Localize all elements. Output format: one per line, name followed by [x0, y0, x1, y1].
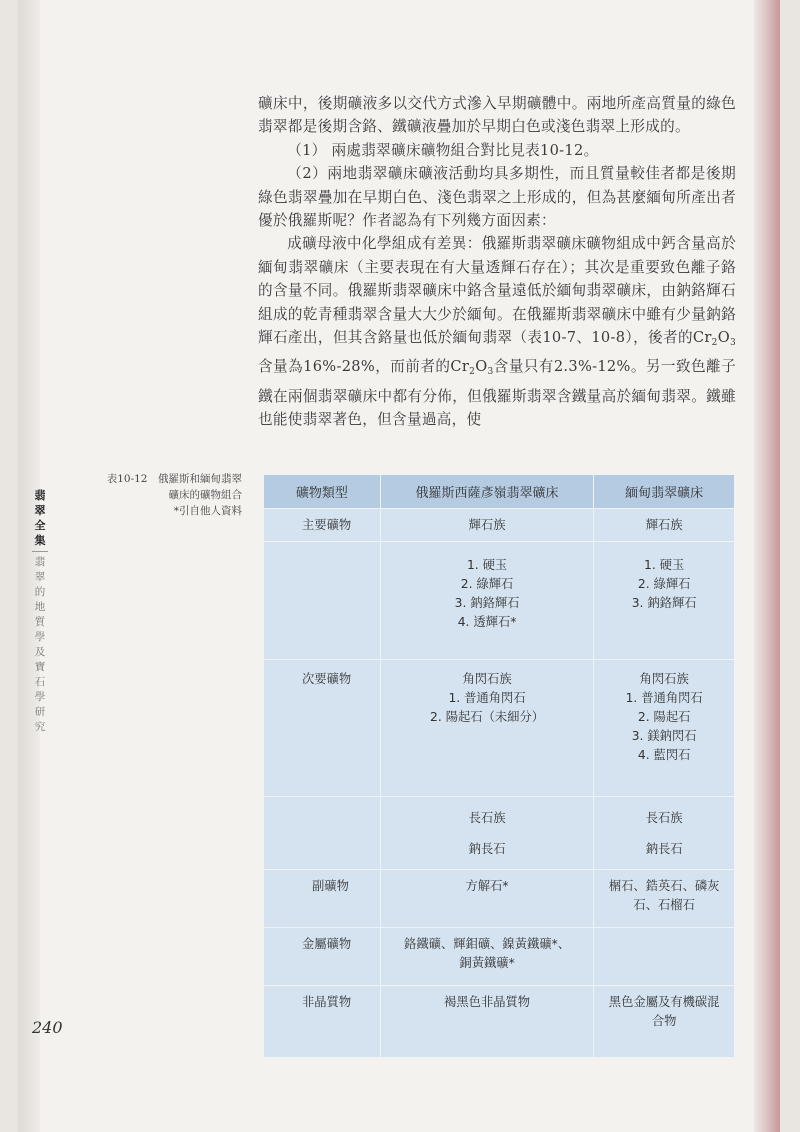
series-title-char: 集 [34, 534, 46, 547]
chapter-title-char: 寶 [34, 661, 46, 673]
header-myanmar-deposit: 緬甸翡翠礦床 [594, 475, 735, 509]
header-russia-deposit: 俄羅斯西薩彥嶺翡翠礦床 [380, 475, 593, 509]
chapter-title-char: 翡 [34, 556, 46, 568]
table-row [264, 870, 735, 928]
chapter-title-char: 的 [34, 586, 46, 598]
table-row [264, 986, 735, 1058]
paragraph-2: （1） 兩處翡翠礦床礦物組合對比見表10-12。 [287, 141, 599, 159]
cell-russia-metallic: 鉻鐵礦、輝鉬礦、鎳黃鐵礦*、銅黃鐵礦* [380, 928, 593, 986]
cell-myanmar-minor [594, 660, 735, 797]
header-mineral-type: 礦物類型 [264, 475, 381, 509]
chapter-title-char: 及 [34, 646, 46, 658]
list-item: 3. 鎂鈉閃石 [631, 729, 697, 743]
chapter-title-char: 學 [34, 691, 46, 703]
chapter-title-char: 石 [34, 676, 46, 688]
page-edge-shadow [754, 0, 780, 1132]
cell-russia-amorphous: 褐黑色非晶質物 [380, 986, 593, 1058]
row-label-minor: 次要礦物 [264, 660, 381, 797]
row-label-metallic: 金屬礦物 [264, 928, 381, 986]
side-title-divider [32, 551, 48, 552]
chapter-title-char: 學 [34, 631, 46, 643]
row-label-empty [264, 542, 381, 660]
page-number: 240 [32, 1018, 63, 1037]
cell-russia-minor [380, 660, 593, 797]
cell-myanmar-amorphous: 黑色金屬及有機碳混合物 [594, 986, 735, 1058]
list-item: 2. 陽起石 [637, 710, 691, 724]
list-title: 角閃石族 [462, 672, 512, 686]
list-item: 1. 硬玉 [644, 558, 685, 572]
cell-russia-main-group: 輝石族 [380, 509, 593, 542]
list-title: 長石族 [468, 811, 506, 825]
list-item: 2. 綠輝石 [460, 577, 514, 591]
list-item: 3. 鈉鉻輝石 [631, 596, 697, 610]
list-item: 1. 普通角閃石 [448, 691, 526, 705]
list-item: 1. 硬玉 [466, 558, 508, 572]
caption-title: 表10-12 俄羅斯和緬甸翡翠 [106, 473, 242, 485]
list-item: 2. 綠輝石 [637, 577, 691, 591]
table-row [264, 542, 735, 660]
series-title-char: 全 [34, 519, 46, 532]
cell-russia-main-items [380, 542, 593, 660]
table-header-row [264, 475, 735, 509]
series-title-char: 翡 [34, 489, 46, 502]
paragraph-1: 礦床中，後期礦液多以交代方式滲入早期礦體中。兩地所產高質量的綠色翡翠都是後期含鉻、鐵礦液疊加於早期白色或淺色翡翠上形成的。 [258, 95, 736, 136]
list-item: 3. 鈉鉻輝石 [454, 596, 520, 610]
running-side-title [30, 488, 50, 735]
mineral-assemblage-table [263, 474, 735, 1058]
series-title-char: 翠 [34, 504, 46, 517]
cell-myanmar-feldspar [594, 797, 735, 870]
chapter-title-char: 翠 [34, 571, 46, 583]
paragraph-4: 成礦母液中化學組成有差異：俄羅斯翡翠礦床礦物組成中鈣含量高於緬甸翡翠礦床（主要表現在有大量透輝石存在）；其次是重要致色離子鉻的含量不同。俄羅斯翡翠礦床中鉻含量遠低於緬甸翡翠礦床，由鈉鉻輝石組成的乾青種翡翠含量大大少於緬甸。在俄羅斯翡翠礦床中雖有少量鈉鉻輝石產出，但其含鉻量也低於緬甸翡翠（表10-7、10-8），後者的$Cr_2O_3$含量為16%-28%，而前者的$Cr_2O_3$含量只有2.3%-12%。另一致色離子鐵在兩個翡翠礦床中都有分佈，但俄羅斯翡翠含鐵量高於緬甸翡翠。鐵雖也能使翡翠著色，但含量過高，使 [258, 235, 736, 429]
caption-title-line2: 礦床的礦物組合 [168, 489, 242, 501]
list-item: 4. 透輝石* [457, 615, 517, 629]
cell-myanmar-main-group: 輝石族 [594, 509, 735, 542]
table-caption [92, 471, 242, 519]
table-row [264, 660, 735, 797]
cell-myanmar-accessory: 榍石、鋯英石、磷灰石、石榴石 [594, 870, 735, 928]
paragraph-3: （2）兩地翡翠礦床礦液活動均具多期性，而且質量較佳者都是後期綠色翡翠疊加在早期白色、淺色翡翠之上形成的，但為甚麼緬甸所產出者優於俄羅斯呢？作者認為有下列幾方面因素： [258, 165, 736, 230]
list-item: 2. 陽起石（未細分） [430, 710, 545, 724]
chapter-title-char: 地 [34, 601, 46, 613]
cell-myanmar-main-items [594, 542, 735, 660]
chapter-title-char: 究 [34, 721, 46, 733]
chapter-title-char: 研 [34, 706, 46, 718]
table-row [264, 509, 735, 542]
list-title: 角閃石族 [639, 672, 689, 686]
list-item: 鈉長石 [645, 842, 683, 856]
table-row [264, 797, 735, 870]
body-text [258, 92, 736, 432]
list-title: 長石族 [645, 811, 683, 825]
table-row [264, 928, 735, 986]
list-item: 4. 藍閃石 [637, 748, 691, 762]
list-item: 鈉長石 [468, 842, 506, 856]
row-label-accessory: 副礦物 [264, 870, 381, 928]
row-label-amorphous: 非晶質物 [264, 986, 381, 1058]
caption-note: *引自他人資料 [173, 505, 242, 517]
cell-russia-accessory: 方解石* [380, 870, 593, 928]
cell-myanmar-metallic [594, 928, 735, 986]
row-label-main: 主要礦物 [264, 509, 381, 542]
cell-russia-feldspar [380, 797, 593, 870]
list-item: 1. 普通角閃石 [625, 691, 703, 705]
chapter-title-char: 質 [34, 616, 46, 628]
row-label-empty [264, 797, 381, 870]
